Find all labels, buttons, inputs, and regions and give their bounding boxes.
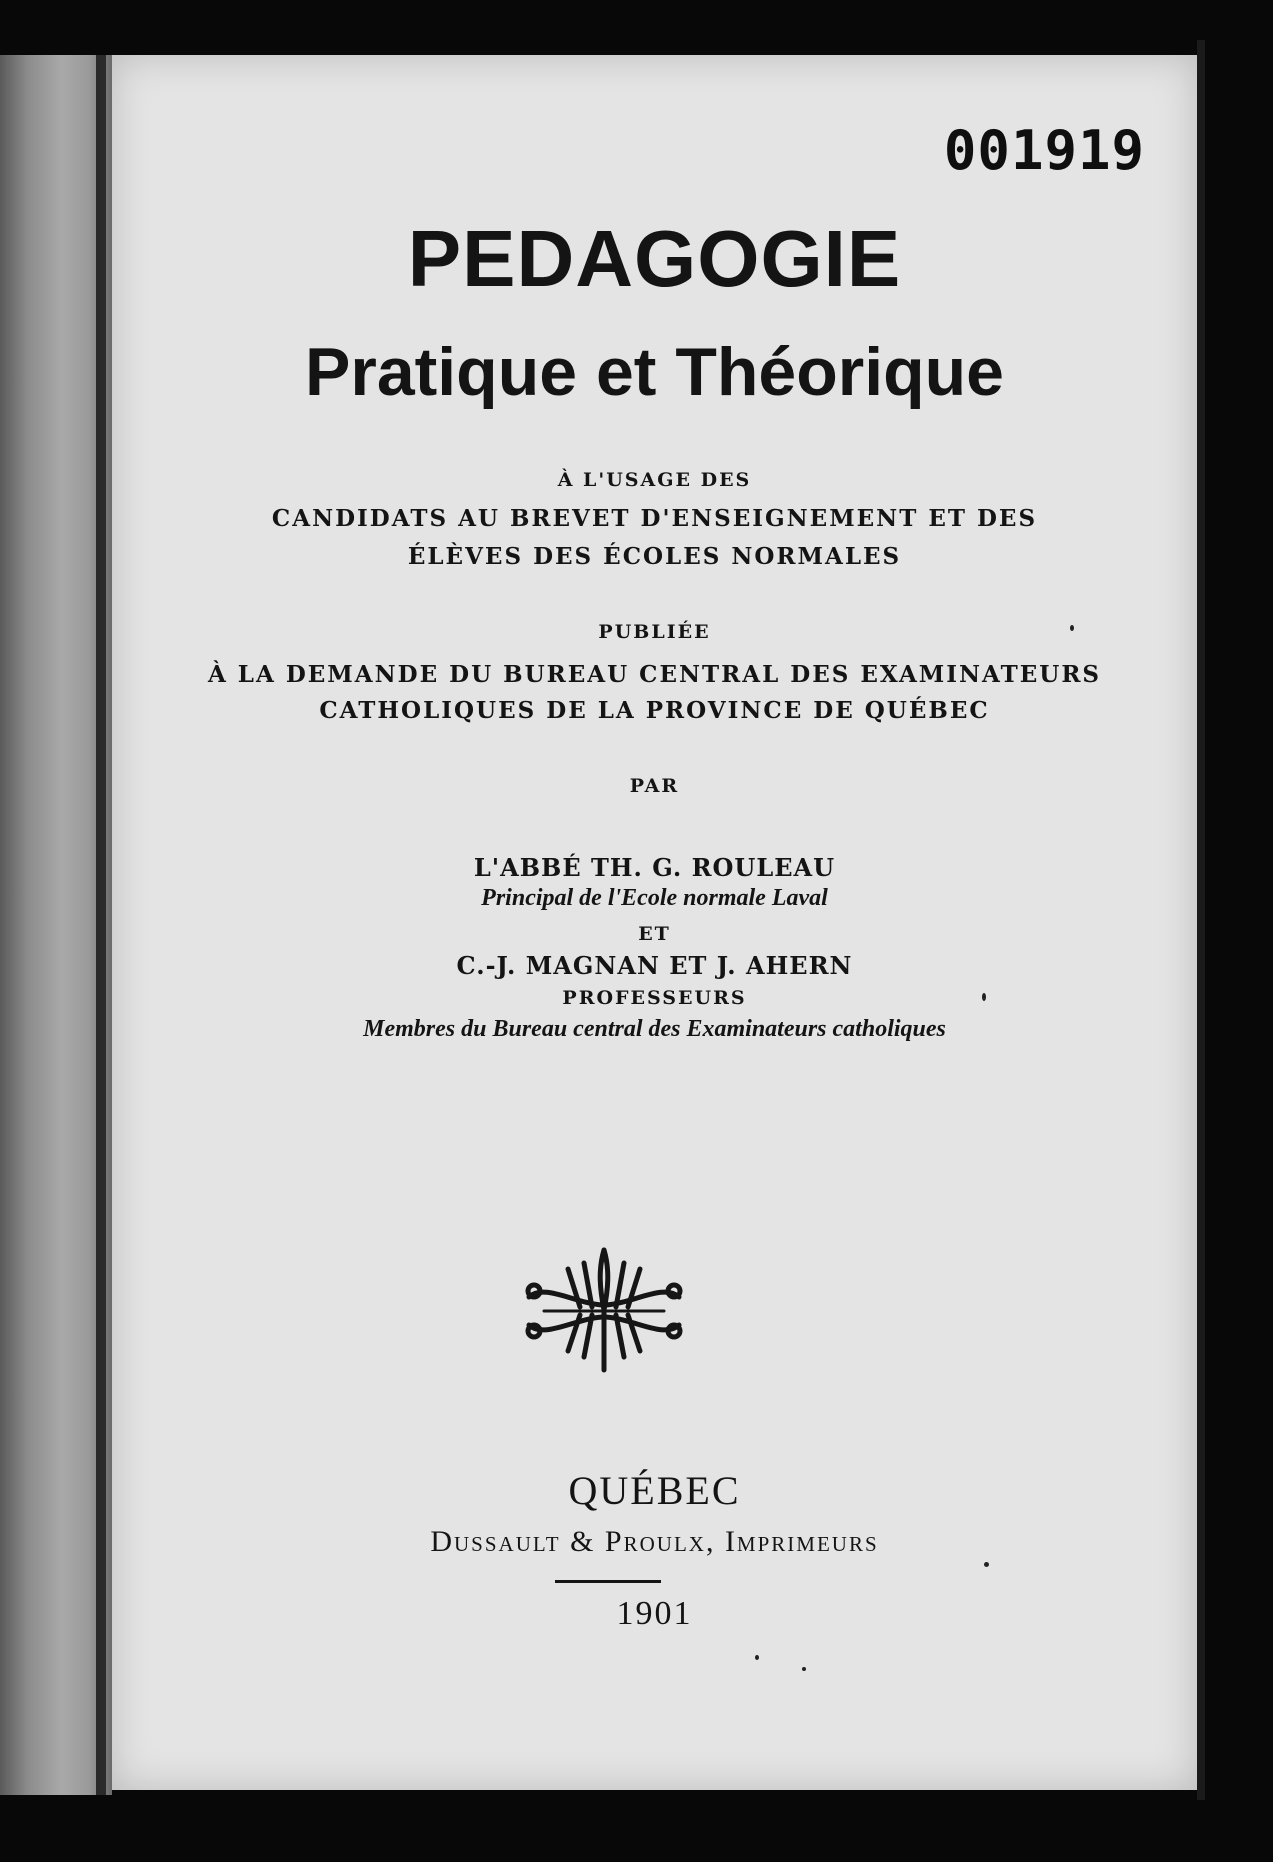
book-title: PEDAGOGIE (407, 214, 902, 303)
publication-line-2: À LA DEMANDE DU BUREAU CENTRAL DES EXAMINATEURS (207, 661, 1102, 688)
board-members-line: Membres du Bureau central des Examinateurs catholiques (363, 1016, 946, 1042)
speck (982, 993, 986, 1001)
speck (755, 1655, 759, 1660)
publication-line-3: CATHOLIQUES DE LA PROVINCE DE QUÉBEC (319, 697, 990, 724)
imprint-printer: Dussault & Proulx, Imprimeurs (430, 1525, 879, 1558)
publication-line-1: PUBLIÉE (598, 621, 711, 643)
authors-magnan-ahern: C.-J. MAGNAN ET J. AHERN (456, 951, 853, 980)
audience-line-2: CANDIDATS AU BREVET D'ENSEIGNEMENT ET DES (271, 505, 1038, 532)
speck (1070, 625, 1074, 631)
audience-line-1: À L'USAGE DES (557, 469, 752, 491)
speck (802, 1667, 806, 1671)
printers-ornament-icon (524, 1245, 684, 1375)
page-edge (1197, 40, 1205, 1800)
title-page (112, 55, 1197, 1790)
call-number: 001919 (943, 119, 1145, 182)
author-rouleau-title: Principal de l'Ecole normale Laval (481, 885, 828, 911)
audience-line-3: ÉLÈVES DES ÉCOLES NORMALES (407, 543, 902, 570)
authors-role: PROFESSEURS (562, 987, 747, 1009)
spine-edge (96, 55, 106, 1795)
and-label: ET (638, 923, 671, 945)
imprint-year: 1901 (616, 1595, 693, 1632)
by-label: PAR (629, 775, 680, 797)
imprint-city: QUÉBEC (568, 1468, 741, 1513)
imprint-rule (555, 1580, 661, 1583)
speck (984, 1562, 989, 1567)
author-rouleau: L'ABBÉ TH. G. ROULEAU (473, 853, 836, 882)
book-subtitle: Pratique et Théorique (305, 334, 1004, 410)
